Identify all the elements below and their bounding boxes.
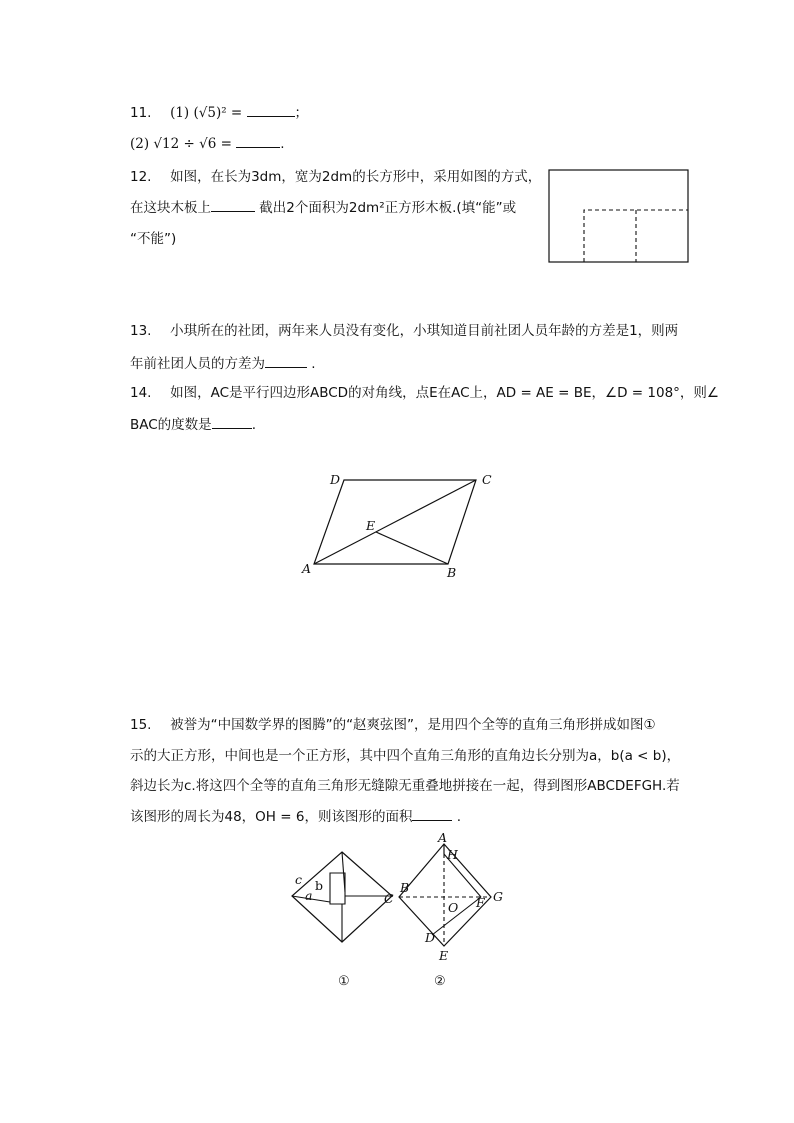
fig2-label-f: F (476, 895, 485, 910)
q11-number: 11. (130, 105, 152, 121)
fig2-label-a: A (438, 830, 448, 845)
fig2-label-g: G (493, 889, 503, 904)
fig2-label-d: D (425, 930, 436, 945)
q13-text-line2: 年前社团人员的方差为 (130, 356, 265, 372)
q12-text-line3: “不能”) (130, 231, 177, 247)
fig2-label-e: E (439, 948, 449, 963)
q11-part2-expression: √12 ÷ √6 = (153, 136, 232, 152)
q11-part2-end: . (280, 136, 285, 152)
q15-line1 (130, 715, 656, 735)
q14-parallelogram-figure (296, 466, 500, 584)
q13-line1 (130, 321, 678, 341)
q15-figure-2 (394, 830, 514, 992)
q12-answer-blank[interactable] (211, 197, 255, 212)
q13-number: 13. (130, 323, 152, 339)
q14-end: . (251, 417, 256, 433)
q13-line2 (130, 353, 316, 374)
fig2-caption: ② (434, 974, 446, 989)
q15-figure-1 (284, 846, 404, 992)
q15-answer-blank[interactable] (412, 806, 452, 821)
q14-line1 (130, 383, 719, 403)
fig2-label-b: B (400, 880, 410, 895)
fig1-leg-top (342, 852, 345, 892)
q14-label-b: B (447, 565, 457, 580)
q14-text-line1: 如图，AC是平行四边形ABCD的对角线，点E在AC上，AD = AE = BE，∠D = 108°，则∠ (170, 385, 720, 401)
q14-label-c: C (482, 472, 492, 487)
q11-part2 (130, 133, 284, 154)
q12-text-line1: 如图，在长为3dm，宽为2dm的长方形中，采用如图的方式， (170, 169, 542, 185)
q12-text-line2b: 截出2个面积为2dm²正方形木板.(填“能”或 (259, 200, 517, 216)
q15-line3 (130, 776, 680, 796)
fig2-label-o: O (448, 900, 459, 915)
q11-part1-end: ； (294, 105, 309, 121)
q12-figure (546, 168, 694, 266)
q15-end: . (456, 809, 462, 825)
fig1-label-b: b (315, 878, 324, 893)
q14-label-d: D (330, 472, 341, 487)
q14-text-line2: BAC的度数是 (130, 417, 212, 433)
q12-outer-rectangle (549, 170, 688, 262)
q12-number: 12. (130, 169, 152, 185)
q15-text-line3: 斜边长为c.将这四个全等的直角三角形无缝隙无重叠地拼接在一起，得到图形ABCDEFGH.若 (130, 778, 680, 794)
q15-line2 (130, 746, 680, 766)
q14-line2 (130, 414, 256, 435)
q14-answer-blank[interactable] (212, 414, 252, 429)
q12-line3 (130, 229, 176, 249)
q13-end: . (311, 356, 316, 372)
q15-text-line1: 被誉为“中国数学界的图腾”的“赵爽弦图”，是用四个全等的直角三角形拼成如图① (170, 717, 656, 733)
q13-text-line1: 小琪所在的社团，两年来人员没有变化，小琪知道目前社团人员年龄的方差是1，则两 (170, 323, 679, 339)
q11-part1 (130, 102, 308, 123)
fig1-label-c: c (295, 872, 303, 887)
fig1-label-a: a (305, 888, 313, 903)
q11-part2-label: (2) (130, 136, 150, 152)
q14-label-a: A (302, 561, 312, 576)
q14-label-e: E (366, 518, 376, 533)
q13-answer-blank[interactable] (265, 353, 307, 368)
q14-segment-be (376, 532, 448, 564)
q15-text-line4: 该图形的周长为48，OH = 6，则该图形的面积 (130, 809, 413, 825)
q11-part2-answer-blank[interactable] (236, 133, 280, 148)
fig1-inner-square (330, 873, 345, 904)
fig2-label-h: H (447, 847, 458, 862)
q12-line2 (130, 197, 516, 218)
q11-part1-expression: (√5)² = (193, 105, 243, 121)
fig1-label-C: C (384, 891, 394, 906)
q14-number: 14. (130, 385, 152, 401)
q15-line4 (130, 806, 461, 827)
q12-text-line2a: 在这块木板上 (130, 200, 211, 216)
q11-part1-answer-blank[interactable] (247, 102, 295, 117)
q15-number: 15. (130, 717, 152, 733)
q11-part1-label: (1) (170, 105, 190, 121)
q12-line1 (130, 167, 541, 187)
q12-dashed-squares (584, 210, 688, 262)
fig1-caption: ① (338, 974, 350, 989)
q15-text-line2: 示的大正方形，中间也是一个正方形，其中四个直角三角形的直角边长分别为a，b(a < b)， (130, 748, 681, 764)
